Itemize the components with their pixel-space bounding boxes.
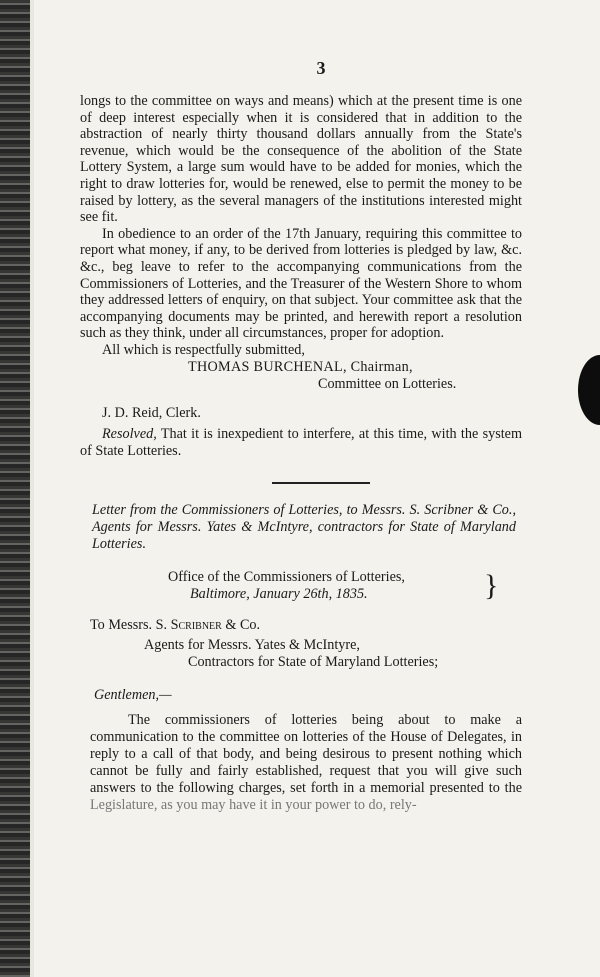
- page-content: [80, 58, 522, 814]
- binding-edge: [0, 0, 34, 977]
- addressee-name: Scribner: [170, 616, 222, 633]
- letter-body: [80, 712, 522, 814]
- submitted-line: All which is respectfully submitted,: [102, 341, 305, 358]
- addressee-suffix: & Co.: [221, 616, 261, 633]
- addressee-line: [80, 617, 522, 634]
- resolution: [80, 426, 522, 460]
- resolution-text: That it is inexpedient to interfere, at this time, with the system of State Lotteries.: [80, 425, 522, 459]
- letter-office-block: [80, 569, 522, 603]
- punch-hole: [578, 355, 600, 425]
- resolution-label: Resolved,: [102, 425, 157, 442]
- clerk-line: J. D. Reid, Clerk.: [102, 404, 201, 421]
- continuation-paragraph: longs to the committee on ways and means) which at the present time is one of deep interest especially when it is considered that in addition to the abstraction of nearly thirty thousand dollars annually from the State's revenue, which would be the consequence of the abolition of the State Lottery System, a large sum would have to be added for monies, which the right to draw lotteries for, would be renewed, else to permit the money to be raised by lottery, as the several managers of the institutions interested might see fit.: [80, 93, 522, 226]
- agents-line: Agents for Messrs. Yates & McIntyre,: [144, 636, 360, 653]
- obedience-paragraph: In obedience to an order of the 17th January, requiring this committee to report what money, if any, to be derived from lotteries is pledged by law, &c. &c., beg leave to refer to the accompanying communications from the Commissioners of Lotteries, and the Treasurer of the Western Shore to whom they addressed letters of enquiry, on that subject. Your committee ask that the accompanying documents may be printed, and herewith report a resolution such as they think, under all circumstances, proper for adoption.: [80, 225, 522, 342]
- page-number: 3: [316, 58, 326, 78]
- contractors-line: Contractors for State of Maryland Lotteries;: [188, 653, 439, 670]
- letter-body-text: The commissioners of lotteries being about to make a communication to the committee on lotteries of the House of Delegates, in reply to a call of that body, and being desirous to present nothing which cannot be fully and fairly established, request that you will give such answers to the following charges, set forth in a memorial presented to the: [90, 711, 522, 796]
- addressee-prefix: To Messrs. S.: [90, 616, 171, 633]
- signer-name: THOMAS BURCHENAL, Chairman,: [188, 358, 413, 375]
- office-line: Office of the Commissioners of Lotteries,: [168, 568, 405, 585]
- letter-heading: Letter from the Commissioners of Lotteries, to Messrs. S. Scribner & Co., Agents for Messrs. Yates & McIntyre, contractors for State of Maryland Lotteries.: [92, 501, 516, 552]
- brace-glyph: }: [484, 568, 499, 602]
- salutation: Gentlemen,—: [94, 686, 172, 703]
- office-date: Baltimore, January 26th, 1835.: [190, 585, 368, 602]
- section-divider: [272, 482, 370, 484]
- signer-title: Committee on Lotteries.: [318, 375, 457, 392]
- letter-body-faded-line: Legislature, as you may have it in your power to do, rely-: [90, 796, 417, 813]
